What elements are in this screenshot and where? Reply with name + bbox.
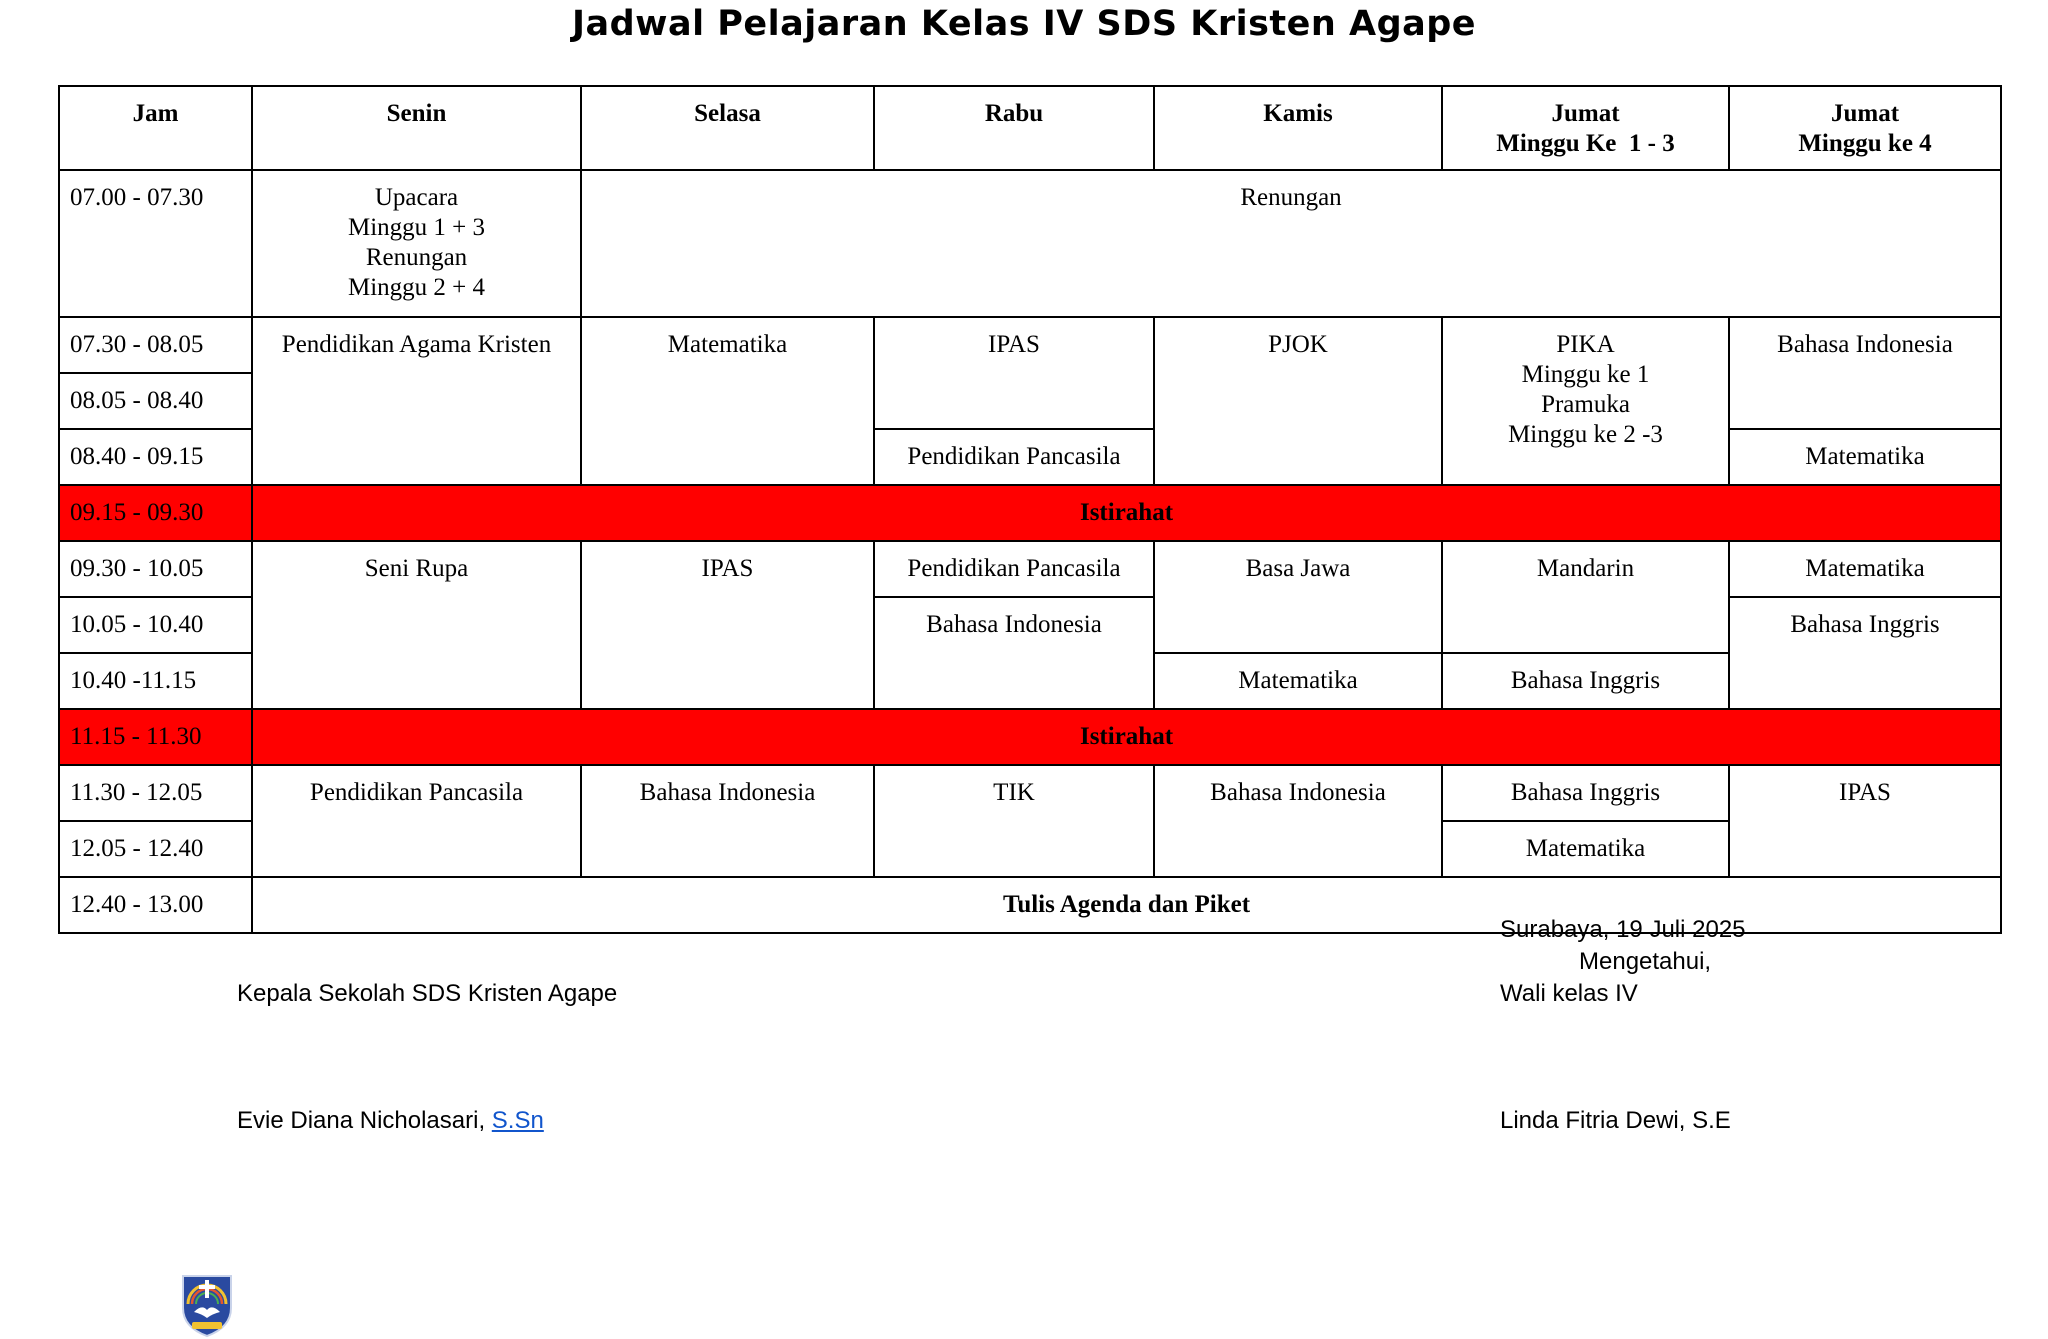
subject-cell: Mandarin bbox=[1442, 541, 1729, 653]
subject-cell: PJOK bbox=[1154, 317, 1442, 485]
subject-cell: TIK bbox=[874, 765, 1154, 877]
cell-line: Minggu ke 1 bbox=[1521, 361, 1650, 388]
place-date: Surabaya, 19 Juli 2025 bbox=[1500, 916, 1746, 943]
header-row bbox=[59, 86, 2001, 170]
mengetahui-label: Mengetahui, bbox=[1579, 948, 1712, 975]
subject-cell: Matematika bbox=[1729, 541, 2001, 597]
subject-cell: Pendidikan Pancasila bbox=[252, 765, 581, 877]
school-logo-icon bbox=[180, 1274, 234, 1338]
time-cell: 08.40 - 09.15 bbox=[59, 429, 252, 485]
cell-line: PIKA bbox=[1556, 331, 1615, 358]
subject-cell: Matematika bbox=[1729, 429, 2001, 485]
subject-cell: Matematika bbox=[581, 317, 874, 485]
subject-cell: Bahasa Inggris bbox=[1442, 653, 1729, 709]
table-row bbox=[59, 541, 2001, 597]
cell-line: Upacara bbox=[374, 184, 459, 211]
header-jam: Jam bbox=[59, 86, 252, 170]
table-row bbox=[59, 317, 2001, 373]
header-kamis: Kamis bbox=[1154, 86, 1442, 170]
renungan-cell: Renungan bbox=[581, 170, 2001, 317]
subject-cell: Matematika bbox=[1154, 653, 1442, 709]
header-minggu-label: Minggu ke 4 bbox=[1798, 130, 1932, 157]
subject-cell: Pendidikan Agama Kristen bbox=[252, 317, 581, 485]
subject-cell: Pendidikan Pancasila bbox=[874, 541, 1154, 597]
cell-line: Minggu 2 + 4 bbox=[347, 274, 486, 301]
time-cell: 09.30 - 10.05 bbox=[59, 541, 252, 597]
subject-cell: Bahasa Indonesia bbox=[581, 765, 874, 877]
wali-kelas-name: Linda Fitria Dewi, S.E bbox=[1500, 1107, 1731, 1134]
subject-cell: IPAS bbox=[581, 541, 874, 709]
header-selasa: Selasa bbox=[581, 86, 874, 170]
header-jumat-minggu-1-3 bbox=[1442, 86, 1729, 170]
time-cell: 10.40 -11.15 bbox=[59, 653, 252, 709]
break-row bbox=[59, 709, 2001, 765]
time-cell: 11.15 - 11.30 bbox=[59, 709, 252, 765]
subject-cell: IPAS bbox=[1729, 765, 2001, 877]
cell-line: Minggu ke 2 -3 bbox=[1508, 421, 1663, 448]
cell-line: Renungan bbox=[365, 244, 468, 271]
kepala-name-text: Evie Diana Nicholasari, bbox=[237, 1107, 486, 1134]
kepala-sekolah-title: Kepala Sekolah SDS Kristen Agape bbox=[237, 980, 618, 1007]
time-cell: 07.00 - 07.30 bbox=[59, 170, 252, 317]
subject-cell: Pendidikan Pancasila bbox=[874, 429, 1154, 485]
subject-cell: Bahasa Inggris bbox=[1442, 765, 1729, 821]
subject-cell: Matematika bbox=[1442, 821, 1729, 877]
agenda-cell: Tulis Agenda dan Piket bbox=[252, 877, 2001, 933]
degree-link[interactable]: S.Sn bbox=[491, 1107, 544, 1134]
time-cell: 09.15 - 09.30 bbox=[59, 485, 252, 541]
table-row bbox=[59, 170, 2001, 317]
break-row bbox=[59, 485, 2001, 541]
table-row bbox=[59, 765, 2001, 821]
time-cell: 10.05 - 10.40 bbox=[59, 597, 252, 653]
break-label: Istirahat bbox=[252, 485, 2001, 541]
document-title: Jadwal Pelajaran Kelas IV SDS Kristen Agape bbox=[571, 4, 1477, 44]
cell-line: Pramuka bbox=[1541, 391, 1630, 418]
kepala-sekolah-name bbox=[237, 1107, 544, 1135]
wali-kelas-title: Wali kelas IV bbox=[1500, 980, 1638, 1007]
upacara-cell bbox=[252, 170, 581, 317]
header-senin: Senin bbox=[252, 86, 581, 170]
time-cell: 12.40 - 13.00 bbox=[59, 877, 252, 933]
subject-cell: Bahasa Indonesia bbox=[874, 597, 1154, 709]
time-cell: 07.30 - 08.05 bbox=[59, 317, 252, 373]
subject-cell: Bahasa Inggris bbox=[1729, 597, 2001, 709]
subject-cell: Bahasa Indonesia bbox=[1729, 317, 2001, 429]
schedule-table bbox=[58, 85, 2002, 934]
time-cell: 08.05 - 08.40 bbox=[59, 373, 252, 429]
time-cell: 12.05 - 12.40 bbox=[59, 821, 252, 877]
cell-line: Minggu 1 + 3 bbox=[347, 214, 486, 241]
header-minggu-label: Minggu Ke 1 - 3 bbox=[1496, 130, 1675, 157]
header-jumat-label: Jumat bbox=[1830, 100, 1900, 127]
break-label: Istirahat bbox=[252, 709, 2001, 765]
time-cell: 11.30 - 12.05 bbox=[59, 765, 252, 821]
header-rabu: Rabu bbox=[874, 86, 1154, 170]
header-jumat-minggu-4 bbox=[1729, 86, 2001, 170]
subject-cell: Basa Jawa bbox=[1154, 541, 1442, 653]
subject-cell bbox=[1442, 317, 1729, 485]
header-jumat-label: Jumat bbox=[1551, 100, 1620, 127]
subject-cell: Seni Rupa bbox=[252, 541, 581, 709]
subject-cell: Bahasa Indonesia bbox=[1154, 765, 1442, 877]
subject-cell: IPAS bbox=[874, 317, 1154, 429]
